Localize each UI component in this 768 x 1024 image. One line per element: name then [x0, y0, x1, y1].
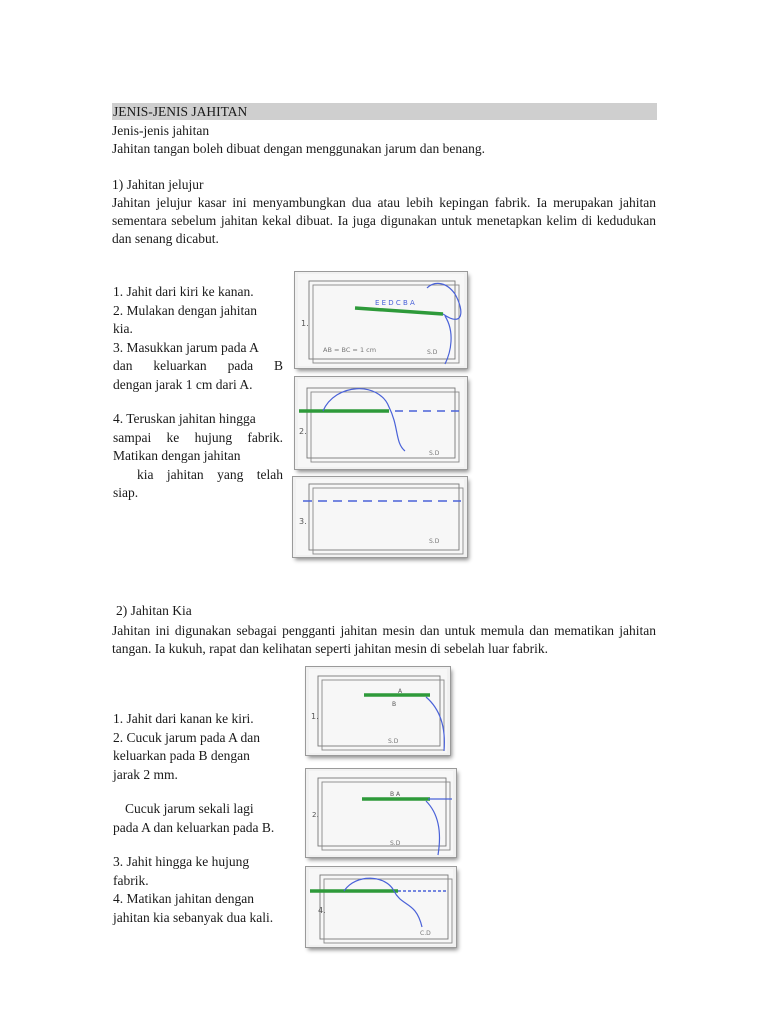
fig5-number: 2. — [312, 811, 319, 819]
section2-title: 2) Jahitan Kia — [116, 603, 192, 618]
document-heading: JENIS-JENIS JAHITAN — [112, 103, 657, 120]
step-line: dengan jarak 1 cm dari A. — [113, 376, 253, 392]
step-line: 4. Teruskan jahitan hingga — [113, 411, 256, 426]
fig1-number: 1. — [301, 319, 309, 328]
fig5-signature: S.D — [390, 840, 401, 847]
fig1-letters: E E D C B A — [375, 299, 415, 307]
step-line: pada A dan keluarkan pada B. — [113, 819, 275, 835]
running-stitch-figure-2 — [295, 377, 467, 469]
fig6-number: 4. — [318, 906, 326, 915]
section1-body: Jahitan jelujur kasar ini menyambungkan dua atau lebih kepingan fabrik. Ia merupakan jahitan sementara sebelum jahitan kekal dibuat. Ia juga digunakan untuk menetapkan kelim di kedudukan dan senang dicabut. — [112, 195, 656, 246]
step-line: kia. — [113, 321, 133, 336]
section2-steps — [113, 710, 303, 927]
backstitch-figure-3 — [306, 867, 456, 947]
document-intro: Jahitan tangan boleh dibuat dengan menggunakan jarum dan benang. — [112, 141, 486, 156]
step-line: 1. Jahit dari kiri ke kanan. — [113, 284, 254, 299]
fig2-number: 2. — [299, 427, 307, 436]
step-line: jahitan kia sebanyak dua kali. — [113, 909, 274, 925]
step-line: Cucuk jarum sekali lagi — [125, 801, 254, 816]
fig1-measure: AB = BC = 1 cm — [323, 346, 377, 354]
section1-steps — [113, 283, 283, 503]
step-line: siap. — [113, 485, 139, 500]
step-line: 1. Jahit dari kanan ke kiri. — [113, 711, 254, 726]
fig5-letters: B A — [390, 791, 401, 798]
step-line: 4. Matikan jahitan dengan — [113, 891, 254, 906]
fig4-number: 1. — [311, 712, 319, 721]
fig3-signature: S.D — [429, 538, 440, 545]
section1-title: 1) Jahitan jelujur — [112, 177, 204, 192]
step-line: fabrik. — [113, 872, 149, 888]
fig4-letter-a: A — [398, 688, 403, 695]
fig4-signature: S.D — [388, 738, 399, 745]
step-line: Matikan dengan jahitan — [113, 448, 241, 463]
step-line: keluarkan pada B dengan — [113, 748, 250, 763]
fig4-letter-b: B — [392, 701, 397, 708]
section2-body: Jahitan ini digunakan sebagai pengganti jahitan mesin dan untuk memula dan mematikan jahitan tangan. Ia kukuh, rapat dan kelihatan seperti jahitan mesin di sebelah luar fabrik. — [112, 623, 656, 656]
fig1-signature: S.D — [427, 349, 438, 356]
step-line: 3. Masukkan jarum pada A — [113, 339, 259, 355]
step-line: 3. Jahit hingga ke hujung — [113, 854, 250, 869]
step-line: dan keluarkan pada B — [113, 358, 283, 373]
fig6-signature: C.D — [420, 930, 431, 937]
step-line: jarak 2 mm. — [113, 766, 178, 782]
backstitch-figure-2 — [306, 769, 456, 857]
running-stitch-figure-1 — [295, 272, 467, 368]
step-line: kia jahitan yang telah — [137, 466, 283, 482]
backstitch-figure-1 — [306, 667, 450, 755]
step-line: 2. Cucuk jarum pada A dan — [113, 729, 260, 745]
running-stitch-figure-3 — [293, 477, 467, 557]
document-subtitle: Jenis-jenis jahitan — [112, 123, 210, 138]
fig2-signature: S.D — [429, 450, 440, 457]
fig3-number: 3. — [299, 517, 307, 526]
step-line: 2. Mulakan dengan jahitan — [113, 302, 257, 318]
step-line: sampai ke hujung fabrik. — [113, 429, 283, 445]
